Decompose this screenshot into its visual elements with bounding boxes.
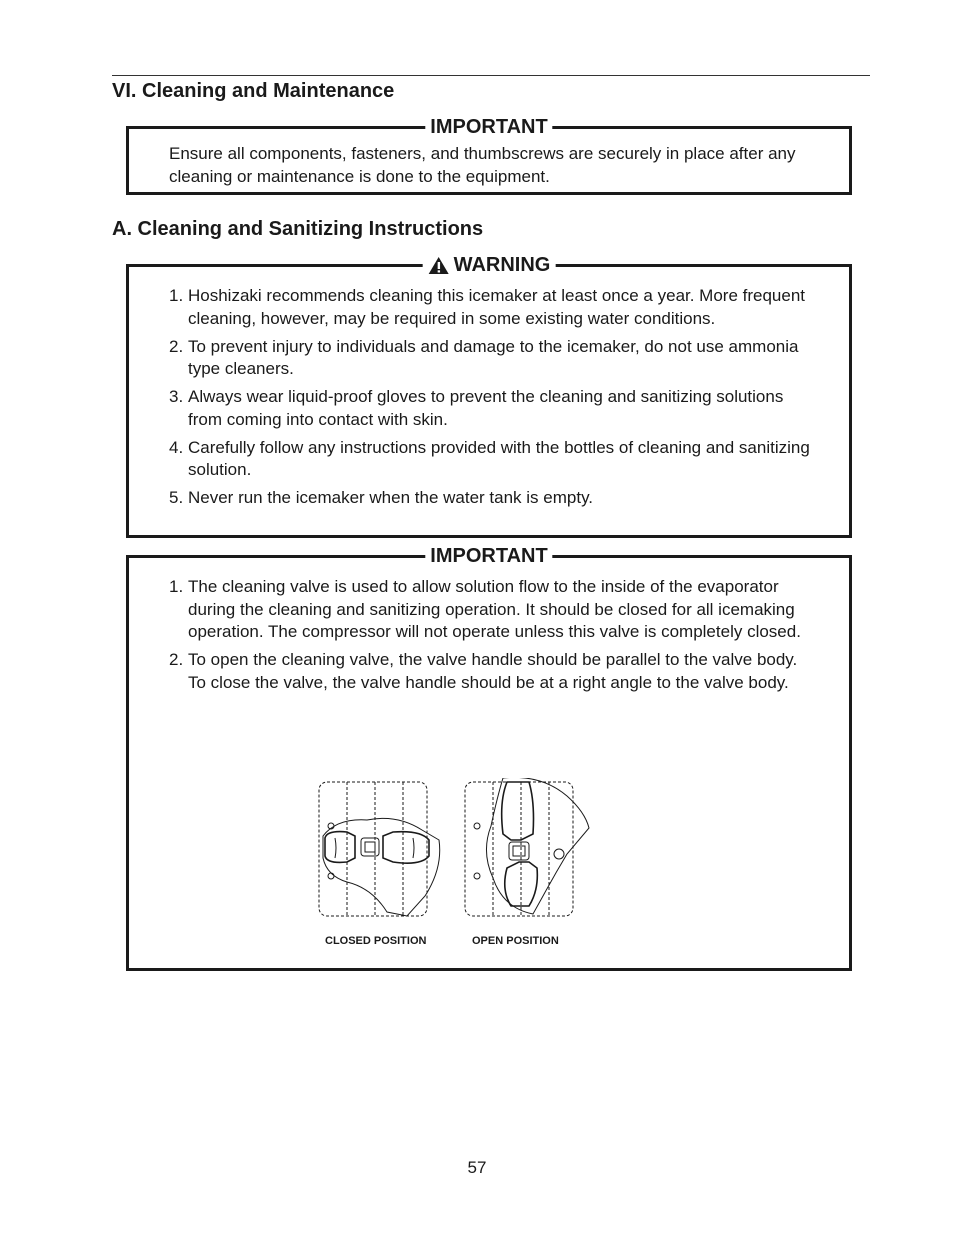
warning-item: 4. Carefully follow any instructions provided with the bottles of cleaning and sanitizing solution. (169, 437, 810, 479)
warning-item: 3. Always wear liquid-proof gloves to prevent the cleaning and sanitizing solutions from coming into contact with skin. (169, 387, 784, 429)
closed-valve-drawing (319, 782, 440, 916)
warning-item: 2. To prevent injury to individuals and damage to the icemaker, do not use ammonia type cleaners. (169, 336, 799, 378)
warning-list (169, 285, 819, 510)
closed-position-caption: CLOSED POSITION (325, 935, 427, 947)
subsection-title: A. Cleaning and Sanitizing Instructions (112, 218, 484, 240)
valve-position-illustration (317, 778, 617, 958)
important-list (169, 576, 819, 694)
section-title: VI. Cleaning and Maintenance (112, 80, 395, 102)
important-box-1 (126, 116, 852, 195)
warning-list-wrap (169, 285, 819, 515)
important-box-2-title: IMPORTANT (425, 545, 552, 567)
warning-label: WARNING (453, 254, 551, 276)
important-box-1-title: IMPORTANT (425, 116, 552, 138)
warning-box (126, 254, 852, 538)
open-position-caption: OPEN POSITION (472, 935, 559, 947)
warning-item: 1. Hoshizaki recommends cleaning this icemaker at least once a year. More frequent cleaning, however, may be required in some existing water conditions. (169, 286, 806, 328)
warning-item: 5. Never run the icemaker when the water tank is empty. (169, 488, 594, 507)
important-item: 1. The cleaning valve is used to allow solution flow to the inside of the evaporator during the cleaning and sanitizing operation. It should be closed for all icemaking operation. The compressor will not operate unless this valve is completely closed. (169, 577, 801, 641)
important-box-1-text: Ensure all components, fasteners, and thumbscrews are securely in place after any cleaning or maintenance is done to the equipment. (169, 144, 796, 186)
header-rule (112, 75, 870, 76)
warning-triangle-icon (428, 256, 450, 275)
important-item: 2. To open the cleaning valve, the valve handle should be parallel to the valve body. To close the valve, the valve handle should be at a right angle to the valve body. (169, 650, 798, 692)
warning-box-title (423, 254, 556, 276)
important-list-wrap (169, 576, 819, 700)
page-number: 57 (467, 1158, 487, 1177)
important-box-2 (126, 545, 852, 971)
open-valve-drawing (465, 778, 589, 916)
